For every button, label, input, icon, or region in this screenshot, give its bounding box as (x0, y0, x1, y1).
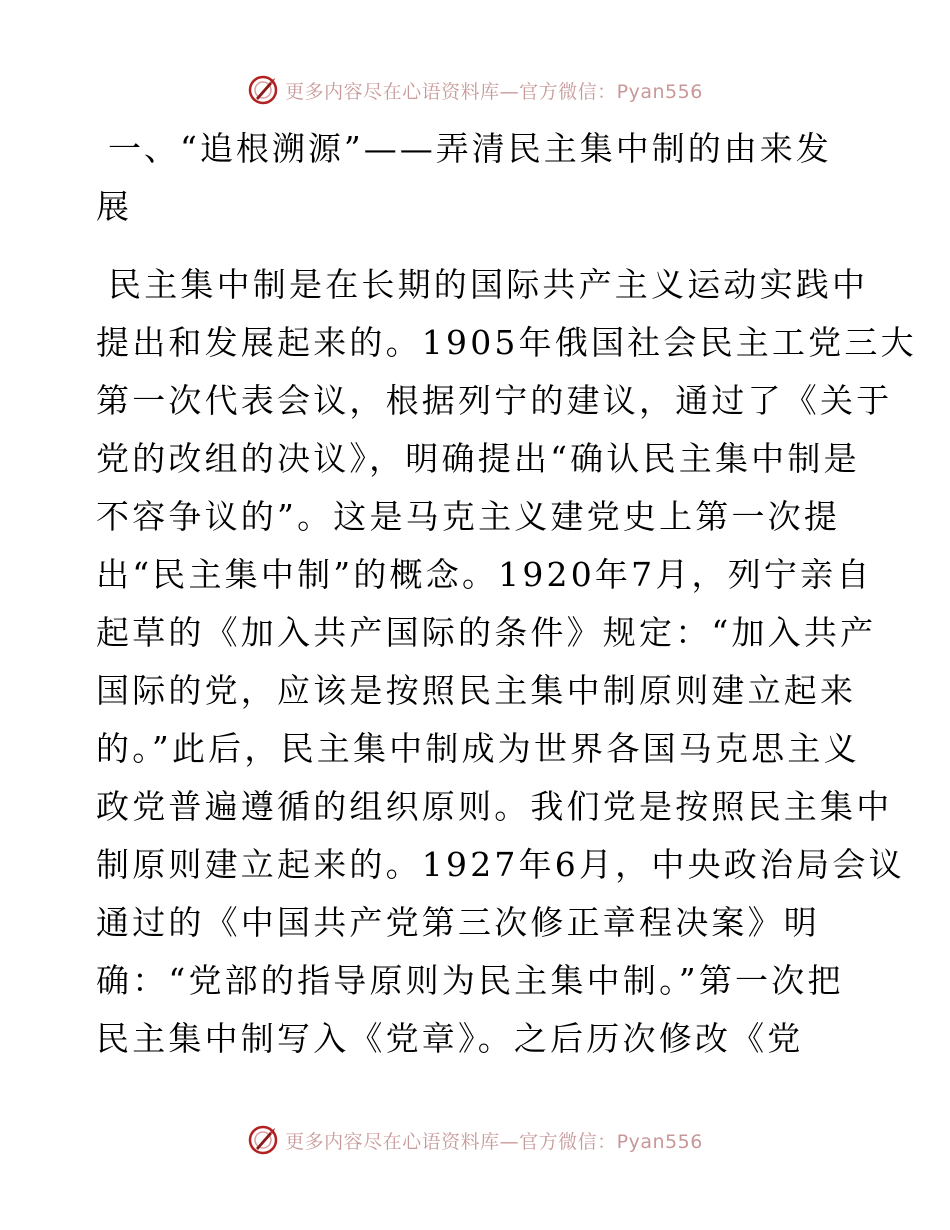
section-heading-line-1: 一、“追根溯源”——弄清民主集中制的由来发 (108, 129, 832, 168)
body-line: 第一次代表会议，根据列宁的建议，通过了《关于 (96, 381, 893, 420)
body-line: 提出和发展起来的。1905年俄国社会民主工党三大 (96, 323, 917, 362)
body-line: 民主集中制是在长期的国际共产主义运动实践中 (108, 265, 869, 304)
section-heading-line-2: 展 (96, 187, 132, 226)
body-paragraph (96, 256, 917, 1068)
body-line: 党的改组的决议》，明确提出“确认民主集中制是 (96, 439, 860, 478)
body-line: 确：“党部的指导原则为民主集中制。”第一次把 (96, 961, 844, 1000)
section-heading (96, 120, 866, 236)
body-line: 制原则建立起来的。1927年6月，中央政治局会议 (96, 845, 905, 884)
body-line: 起草的《加入共产国际的条件》规定：“加入共产 (96, 613, 877, 652)
quill-circle-logo-icon (247, 74, 279, 106)
body-line: 出“民主集中制”的概念。1920年7月，列宁亲自 (96, 555, 873, 594)
body-line: 国际的党，应该是按照民主集中制原则建立起来 (96, 671, 857, 710)
quill-circle-logo-icon (247, 1124, 279, 1156)
watermark-text: 更多内容尽在心语资料库—官方微信：Pyan556 (285, 1130, 703, 1153)
document-body (96, 120, 917, 1068)
header-watermark (0, 70, 950, 110)
body-line: 政党普遍遵循的组织原则。我们党是按照民主集中 (96, 787, 893, 826)
watermark-text: 更多内容尽在心语资料库—官方微信：Pyan556 (285, 80, 703, 103)
body-line: 的。”此后，民主集中制成为世界各国马克思主义 (96, 729, 860, 768)
body-line: 通过的《中国共产党第三次修正章程决案》明 (96, 903, 820, 942)
footer-watermark (0, 1120, 950, 1160)
body-line: 民主集中制写入《党章》。之后历次修改《党 (96, 1019, 804, 1058)
body-line: 不容争议的”。这是马克主义建党史上第一次提 (96, 497, 841, 536)
